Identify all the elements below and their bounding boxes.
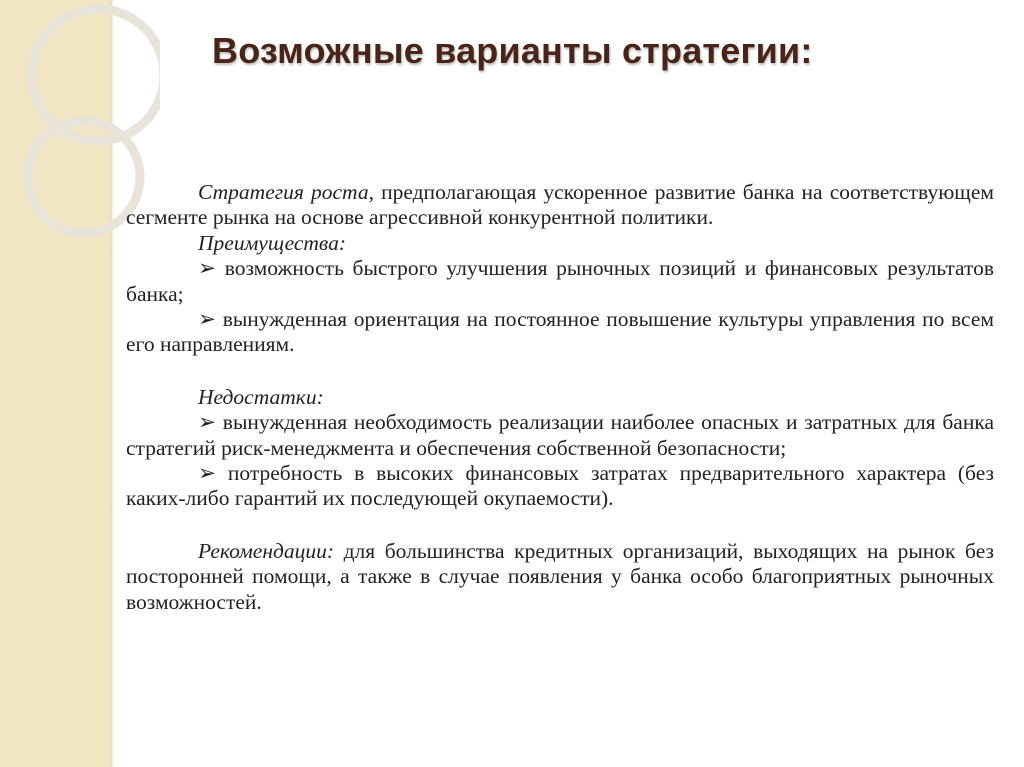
- intro-paragraph: [126, 180, 994, 231]
- arrow-bullet-icon: ➢: [198, 307, 217, 332]
- recommendations-paragraph: [126, 539, 994, 615]
- recommendations-term: Рекомендации:: [198, 538, 335, 563]
- disadvantages-heading: Недостатки:: [198, 384, 324, 409]
- recommendations-text: для большинства кредитных организаций, выходящих на рынок без посторонней помощи, а также в случае появления у банка особо благоприятных рыночных возможностей.: [126, 538, 994, 614]
- arrow-bullet-icon: ➢: [198, 461, 217, 486]
- page-title: Возможные варианты стратегии:: [212, 30, 813, 71]
- advantage-item: ➢ возможность быстрого улучшения рыночных позиций и финансовых результатов банка;: [126, 256, 995, 306]
- intro-text: , предполагающая ускоренное развитие банка на соответствующем сегменте рынка на основе агрессивной конкурентной политики.: [126, 180, 994, 230]
- arrow-bullet-icon: ➢: [198, 256, 217, 281]
- arrow-bullet-icon: ➢: [198, 410, 217, 435]
- advantage-item: ➢ вынужденная ориентация на постоянное повышение культуры управления по всем его направлениям.: [126, 307, 994, 357]
- disadvantage-item: ➢ вынужденная необходимость реализации наиболее опасных и затратных для банка стратегий риск-менеджмента и обеспечения собственной безопасности;: [126, 410, 994, 460]
- growth-strategy-term: Стратегия роста: [198, 180, 369, 204]
- document-body: [126, 180, 994, 615]
- disadvantage-item: ➢ потребность в высоких финансовых затратах предварительного характера (без каких-либо гарантий их последующей окупаемости).: [126, 461, 994, 511]
- advantages-heading: Преимущества:: [198, 230, 347, 255]
- paragraph-gap: [126, 358, 994, 385]
- paragraph-gap: [126, 512, 994, 539]
